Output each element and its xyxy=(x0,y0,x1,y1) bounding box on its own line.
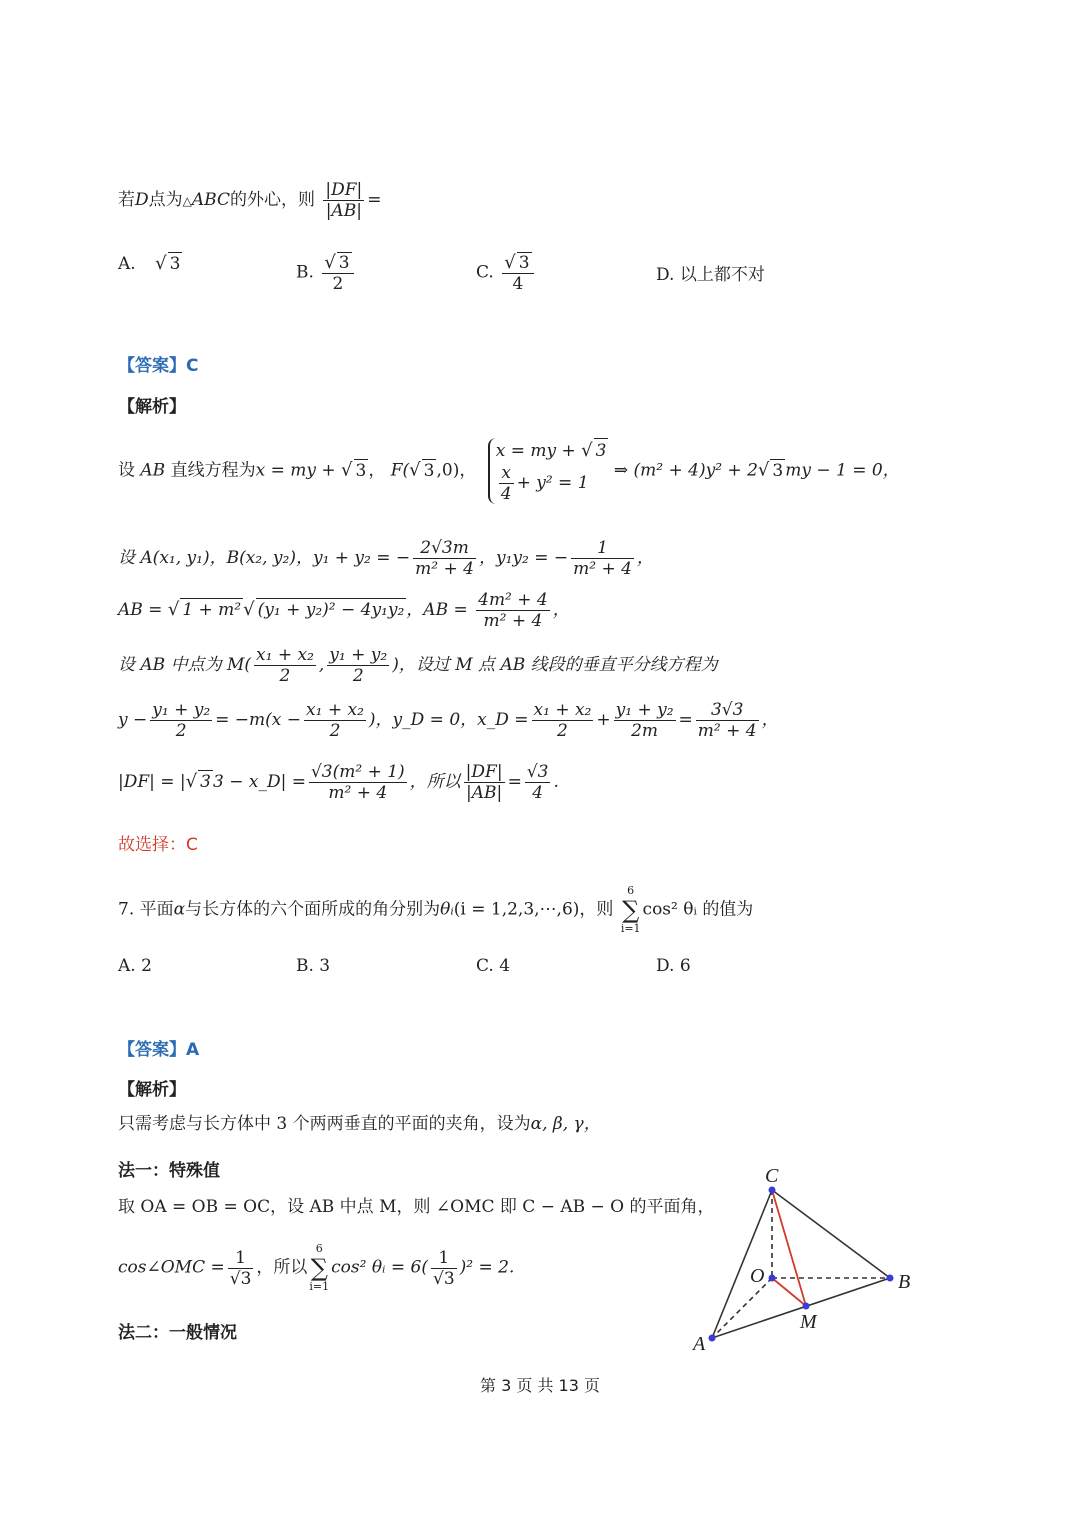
q7-stem: 7. 平面α与长方体的六个面所成的角分别为θᵢ(i = 1,2,3,⋯,6)，则 6 ∑ i=1cos² θᵢ 的值为 xyxy=(118,884,754,935)
q7-line2: 取 OA = OB = OC，设 AB 中点 M，则 ∠OMC 即 C − AB − O 的平面角， xyxy=(118,1197,715,1217)
point-A xyxy=(709,1335,716,1342)
point-M xyxy=(803,1303,810,1310)
text: D xyxy=(135,190,149,210)
fraction: $\frac{|DF|}{|AB|}$ xyxy=(325,180,363,221)
q7-option-a: A. 2 xyxy=(118,956,152,976)
point-O xyxy=(769,1275,776,1282)
text: ABC xyxy=(191,190,230,210)
q6-line5: y − $\frac{\text{y₁ + y₂}}{2}$ = −m(x − $\frac{\text{x₁ + x₂}}{2}$ )，y_D = 0，x_D = $\frac{\text{x₁ + x₂}}{2}$ + $\frac{\text{y₁ + y₂}}{2m}$ = $\frac{3√3}{\text{m² + 4}}$ ， xyxy=(118,700,779,741)
q6-line3: AB = √ 1 + m² √ (y₁ + y₂)² − 4y₁y₂ ，AB = $\frac{\text{4m² + 4}}{\text{m² + 4}}$ ， xyxy=(118,590,570,631)
edge-OA xyxy=(712,1278,772,1338)
label-O: O xyxy=(750,1265,765,1287)
q6-analysis-heading: 【解析】 xyxy=(118,397,186,417)
q6-option-a: A. √ 3 xyxy=(118,253,181,274)
q7-option-d: D. 6 xyxy=(656,956,691,976)
q6-option-b: B. $\frac{√ 3}{2}$ xyxy=(296,252,357,294)
q6-line4: 设 AB 中点为 M( $\frac{\text{x₁ + x₂}}{2}$ , $\frac{\text{y₁ + y₂}}{2}$ )，设过 M 点 AB 线段的垂直平分线方程为 xyxy=(118,645,718,686)
q7-method2: 法二：一般情况 xyxy=(118,1323,237,1343)
edge-CM xyxy=(772,1190,806,1306)
text: = xyxy=(367,190,382,210)
q6-line6: |DF| = |√ 3 3 − x_D| = $\frac{\text{√3(m² + 1)}}{\text{m² + 4}}$ ，所以 $\frac{|DF|}{|AB|}$ = $\frac{√3}{4}$ . xyxy=(118,762,559,803)
label-M: M xyxy=(800,1311,817,1333)
text: 点为 xyxy=(148,190,183,210)
equation-system: x = my + √ 3 $\frac{x}{4}$ + y² = 1 xyxy=(488,438,609,504)
edge-CB xyxy=(772,1190,890,1278)
q6-choice: 故选择：C xyxy=(118,835,198,855)
q7-analysis-heading: 【解析】 xyxy=(118,1080,186,1100)
q7-line1: 只需考虑与长方体中 3 个两两垂直的平面的夹角，设为α, β, γ， xyxy=(118,1114,601,1134)
q6-line2: 设 A(x₁, y₁)，B(x₂, y₂)，y₁ + y₂ = − $\frac{2√3m}{\text{m² + 4}}$ ，y₁y₂ = − $\frac{1}{\text{m² + 4}}$ ， xyxy=(118,538,654,579)
sum-symbol: 6 ∑ i=1 xyxy=(620,884,641,935)
text: 若 xyxy=(118,190,135,210)
text: 的外心，则 xyxy=(229,190,315,210)
label-B: B xyxy=(898,1271,911,1293)
q6-line1: 设 AB 直线方程为x = my + √ 3 ， F(√ 3 ,0)， x = my + √ 3 $\frac{x}{4}$ + y² = 1 ⇒ (m² + 4)y² + 2√ 3 my − 1 = 0， xyxy=(118,440,900,504)
label-C: C xyxy=(765,1165,779,1187)
q7-option-b: B. 3 xyxy=(296,956,331,976)
q7-option-c: C. 4 xyxy=(476,956,511,976)
q6-answer: 【答案】C xyxy=(118,356,199,376)
q6-stem xyxy=(118,180,382,221)
q6-option-c: C. $\frac{√ 3}{4}$ xyxy=(476,252,537,294)
q7-method1: 法一：特殊值 xyxy=(118,1161,220,1181)
label-A: A xyxy=(693,1333,706,1355)
point-B xyxy=(887,1275,894,1282)
triangle-symbol: △ xyxy=(182,194,192,208)
q6-option-d: D. 以上都不对 xyxy=(656,265,765,285)
q7-answer: 【答案】A xyxy=(118,1040,200,1060)
edge-OM xyxy=(772,1278,806,1306)
point-C xyxy=(769,1187,776,1194)
tetrahedron-figure xyxy=(680,1160,930,1360)
page-footer: 第 3 页 共 13 页 xyxy=(480,1376,600,1395)
edge-CA xyxy=(712,1190,772,1338)
q7-line3: cos∠OMC = $\frac{1}{√3}$ ，所以6 ∑ i=1cos² θᵢ = 6( $\frac{1}{√3}$ )² = 2. xyxy=(118,1242,515,1293)
